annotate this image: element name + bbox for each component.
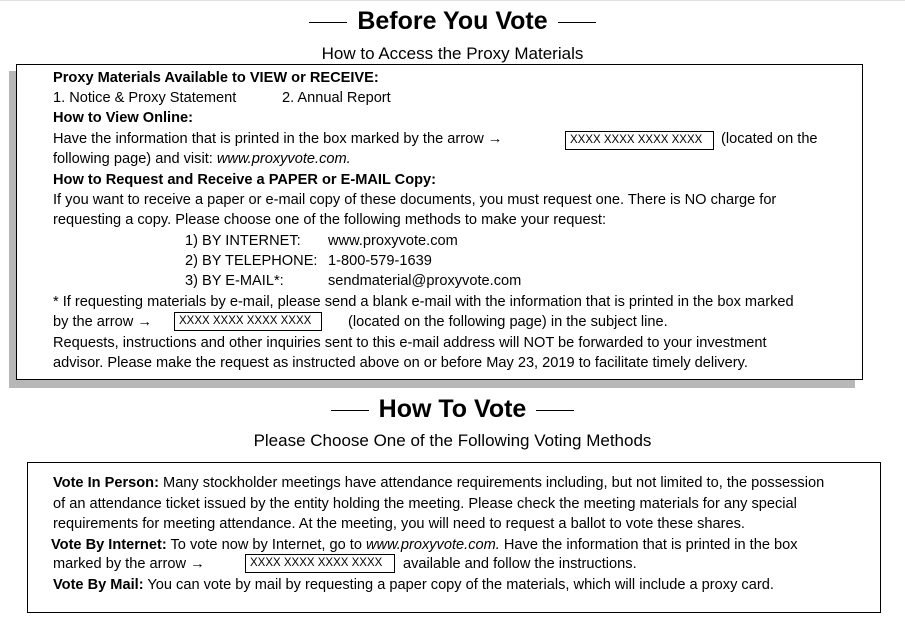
voting-methods-subtitle: Please Choose One of the Following Voting Methods — [253, 431, 652, 450]
email-note-text-2: by the arrow → — [53, 314, 152, 330]
page-top-edge — [0, 0, 905, 1]
method-telephone-label: 2) BY TELEPHONE: — [185, 253, 318, 269]
material-notice: 1. Notice & Proxy Statement — [53, 90, 237, 106]
title-rule-left-2 — [331, 410, 369, 411]
material-annual-report: 2. Annual Report — [282, 90, 391, 106]
vote-internet-link[interactable]: www.proxyvote.com. — [366, 537, 500, 553]
vote-by-mail-line — [53, 575, 774, 595]
vote-in-person-line-1 — [53, 473, 824, 493]
view-online-visit — [53, 149, 351, 169]
vote-internet-label: Vote By Internet: — [51, 537, 167, 553]
materials-heading: Proxy Materials Available to VIEW or RECEIVE: — [53, 70, 379, 86]
visit-text: following page) and visit: — [53, 151, 217, 167]
proxyvote-link[interactable]: www.proxyvote.com. — [216, 151, 351, 167]
request-copy-text-2: requesting a copy. Please choose one of the following methods to make your request: — [53, 212, 607, 228]
title-rule-right-2 — [536, 410, 574, 411]
title-rule-left — [309, 22, 347, 23]
method-email-label: 3) BY E-MAIL*: — [185, 273, 284, 289]
vote-by-mail-label: Vote By Mail: — [53, 577, 144, 593]
requests-text-2: advisor. Please make the request as instructed above on or before May 23, 2019 to facilitate timely delivery. — [53, 355, 748, 371]
how-to-vote-title-text: How To Vote — [378, 395, 527, 423]
vote-internet-text-1b: Have the information that is printed in the box — [499, 537, 798, 553]
vote-internet-text-2b: available and follow the instructions. — [403, 556, 637, 572]
vote-internet-text-1a: To vote now by Internet, go to — [170, 537, 366, 553]
before-you-vote-title-text: Before You Vote — [357, 7, 548, 35]
before-you-vote-title — [0, 7, 905, 36]
vote-internet-text-2a: marked by the arrow → — [53, 556, 205, 572]
method-telephone-value[interactable]: 1-800-579-1639 — [328, 253, 432, 269]
control-number-box-2: XXXX XXXX XXXX XXXX — [174, 312, 322, 331]
vote-in-person-text-2: of an attendance ticket issued by the entity holding the meeting. Please check the meeting materials for any special — [53, 496, 797, 512]
title-rule-right — [558, 22, 596, 23]
access-materials-subtitle: How to Access the Proxy Materials — [321, 44, 584, 63]
method-internet-value[interactable]: www.proxyvote.com — [328, 233, 458, 249]
email-note-text-1: * If requesting materials by e-mail, please send a blank e-mail with the information that is printed in the box marked — [53, 294, 794, 310]
control-number-box-1: XXXX XXXX XXXX XXXX — [565, 131, 714, 150]
method-internet-label: 1) BY INTERNET: — [185, 233, 301, 249]
control-number-box-3: XXXX XXXX XXXX XXXX — [245, 554, 395, 573]
requests-text-1: Requests, instructions and other inquiries sent to this e-mail address will NOT be forwarded to your investment — [53, 335, 767, 351]
vote-in-person-text-3: requirements for meeting attendance. At the meeting, you will need to request a ballot to vote these shares. — [53, 516, 745, 532]
view-online-located: (located on the — [721, 131, 818, 147]
view-online-text: Have the information that is printed in the box marked by the arrow → — [53, 131, 503, 147]
vote-internet-line-1 — [51, 535, 798, 555]
request-copy-heading: How to Request and Receive a PAPER or E-MAIL Copy: — [53, 172, 437, 188]
method-email-value[interactable]: sendmaterial@proxyvote.com — [328, 273, 522, 289]
vote-by-mail-text: You can vote by mail by requesting a paper copy of the materials, which will include a proxy card. — [147, 577, 774, 593]
view-online-heading: How to View Online: — [53, 110, 194, 126]
request-copy-text-1: If you want to receive a paper or e-mail copy of these documents, you must request one. There is NO charge for — [53, 192, 777, 208]
email-note-text-3: (located on the following page) in the subject line. — [348, 314, 668, 330]
vote-in-person-text-1: Many stockholder meetings have attendance requirements including, but not limited to, the possession — [163, 475, 825, 491]
how-to-vote-title — [0, 395, 905, 424]
vote-in-person-label: Vote In Person: — [53, 475, 159, 491]
